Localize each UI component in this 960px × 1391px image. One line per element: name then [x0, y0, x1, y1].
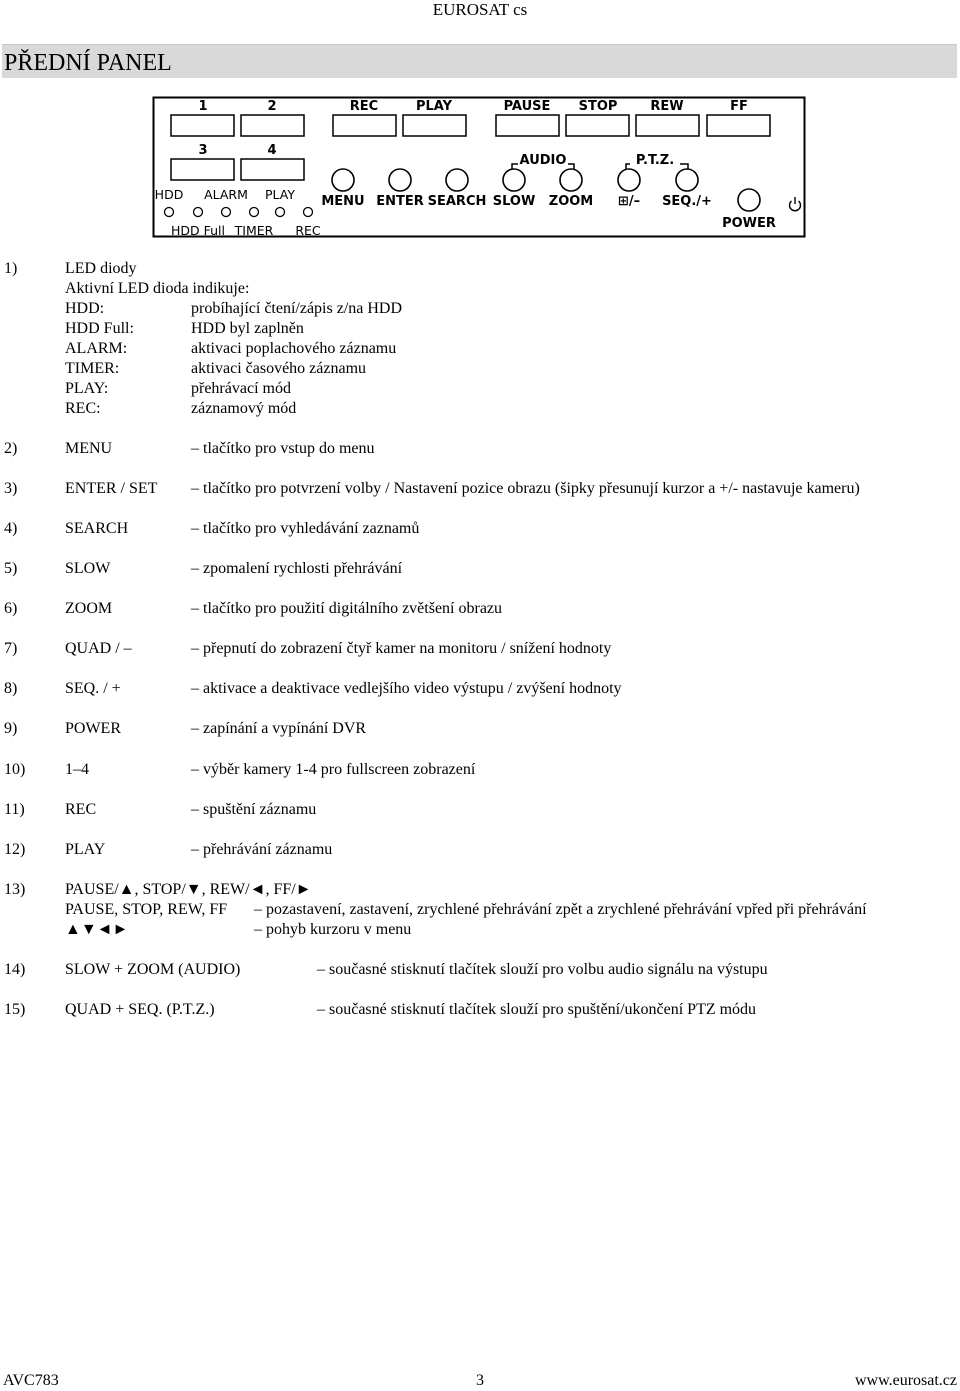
led-row-label: HDD Full: — [65, 320, 134, 337]
item-key: ENTER / SET — [65, 480, 158, 497]
item-desc: – aktivace a deaktivace vedlejšího video výstupu / zvýšení hodnoty — [191, 680, 622, 697]
label-btn-2: 2 — [267, 99, 277, 114]
item-key: MENU — [65, 440, 113, 457]
footer-left: AVC783 — [3, 1372, 59, 1389]
btn-zoom — [560, 169, 582, 191]
label-btn-rew: REW — [650, 99, 684, 114]
btn-seq — [676, 169, 698, 191]
item-num: 3) — [4, 480, 18, 497]
led-row-label: REC: — [65, 400, 101, 417]
item-num: 11) — [4, 801, 25, 818]
led-row-desc: probíhající čtení/zápis z/na HDD — [191, 300, 403, 317]
led-label-hdd-full: HDD Full — [171, 223, 225, 238]
label-seq: SEQ./+ — [662, 194, 712, 209]
led-row-desc: záznamový mód — [191, 400, 297, 417]
led-label-play: PLAY — [264, 187, 296, 202]
label-slow: SLOW — [492, 194, 536, 209]
item-desc: – výběr kamery 1-4 pro fullscreen zobrazení — [191, 761, 476, 778]
label-btn-ff: FF — [730, 99, 748, 114]
led-timer — [250, 208, 259, 217]
led-label-rec: REC — [295, 223, 321, 238]
btn-search — [446, 169, 468, 191]
item-desc: – tlačítko pro vyhledávání zaznamů — [191, 520, 420, 537]
led-row-label: PLAY: — [65, 380, 109, 397]
btn-power — [738, 189, 760, 211]
item-desc: – spuštění záznamu — [191, 801, 317, 818]
item-num: 8) — [4, 680, 18, 697]
item-desc: – přepnutí do zobrazení čtyř kamer na monitoru / snížení hodnoty — [191, 640, 612, 657]
led-row-desc: přehrávací mód — [191, 380, 291, 397]
led-play — [276, 208, 285, 217]
led-row-desc: aktivaci poplachového záznamu — [191, 340, 397, 357]
item-num: 10) — [4, 761, 26, 778]
item-num: 7) — [4, 640, 18, 657]
item-key: PAUSE/▲, STOP/▼, REW/◄, FF/► — [65, 881, 312, 898]
item-num: 2) — [4, 440, 18, 457]
item-num: 4) — [4, 520, 18, 537]
label-zoom: ZOOM — [548, 194, 594, 209]
label-enter: ENTER — [376, 194, 424, 209]
item-13-sub1-desc: – pozastavení, zastavení, zrychlené přehrávání zpět a zrychlené přehrávání vpřed při přehrávání — [254, 901, 867, 918]
led-hdd-full — [194, 208, 203, 217]
label-btn-pause: PAUSE — [503, 99, 551, 114]
item-desc: – tlačítko pro použití digitálního zvětšení obrazu — [191, 600, 503, 617]
led-label-alarm: ALARM — [204, 187, 248, 202]
item-desc: – tlačítko pro potvrzení volby / Nastavení pozice obrazu (šipky přesunují kurzor a +/- nastavuje kameru) — [191, 480, 860, 497]
led-row-desc: HDD byl zaplněn — [191, 320, 304, 337]
led-rec — [304, 208, 313, 217]
item-key: SLOW + ZOOM (AUDIO) — [65, 961, 241, 978]
label-btn-4: 4 — [267, 143, 277, 158]
section-header-bar — [2, 44, 957, 78]
item-key: REC — [65, 801, 97, 818]
item-num: 15) — [4, 1001, 26, 1018]
label-btn-stop: STOP — [578, 99, 618, 114]
item-13-sub2-key: ▲▼◄► — [65, 921, 129, 938]
item-13-sub2-desc: – pohyb kurzoru v menu — [254, 921, 412, 938]
item-num: 12) — [4, 841, 26, 858]
label-btn-3: 3 — [198, 143, 208, 158]
item-13-sub1-key: PAUSE, STOP, REW, FF — [65, 901, 228, 918]
led-label-timer: TIMER — [234, 223, 274, 238]
label-menu: MENU — [321, 194, 365, 209]
front-panel-diagram — [152, 96, 807, 240]
led-hdd — [165, 208, 174, 217]
item-num: 14) — [4, 961, 26, 978]
btn-menu — [332, 169, 354, 191]
item-num: 6) — [4, 600, 18, 617]
item-desc: – současné stisknutí tlačítek slouží pro volbu audio signálu na výstupu — [317, 961, 768, 978]
led-label-hdd: HDD — [154, 187, 184, 202]
label-search: SEARCH — [427, 194, 487, 209]
item-desc: – zpomalení rychlosti přehrávání — [191, 560, 403, 577]
label-btn-1: 1 — [198, 99, 208, 114]
label-quad: ⊞/– — [617, 194, 641, 209]
led-row-desc: aktivaci časového záznamu — [191, 360, 367, 377]
footer-website: www.eurosat.cz — [854, 1372, 957, 1389]
item-desc: – zapínání a vypínání DVR — [191, 720, 367, 737]
led-alarm — [222, 208, 231, 217]
label-btn-rec: REC — [349, 99, 379, 114]
item-key: PLAY — [65, 841, 106, 858]
led-row-label: HDD: — [65, 300, 105, 317]
btn-enter — [389, 169, 411, 191]
led-row-label: TIMER: — [65, 360, 120, 377]
item-1-intro: Aktivní LED dioda indikuje: — [65, 280, 250, 297]
item-key: POWER — [65, 720, 121, 737]
item-1-title: LED diody — [65, 260, 137, 277]
label-btn-play: PLAY — [415, 99, 453, 114]
group-audio-label: AUDIO — [519, 153, 567, 168]
item-key: QUAD / – — [65, 640, 132, 657]
item-num: 9) — [4, 720, 18, 737]
item-key: SLOW — [65, 560, 111, 577]
item-desc: – tlačítko pro vstup do menu — [191, 440, 375, 457]
item-num: 13) — [4, 881, 26, 898]
label-power: POWER — [722, 216, 776, 231]
item-key: ZOOM — [65, 600, 113, 617]
group-ptz-label: P.T.Z. — [635, 153, 675, 168]
item-1-num: 1) — [4, 260, 18, 277]
header-brand: EUROSAT cs — [432, 0, 528, 19]
item-desc: – přehrávání záznamu — [191, 841, 333, 858]
item-key: SEQ. / + — [65, 680, 121, 697]
btn-slow — [503, 169, 525, 191]
item-key: QUAD + SEQ. (P.T.Z.) — [65, 1001, 215, 1018]
section-title: PŘEDNÍ PANEL — [4, 50, 172, 76]
led-row-label: ALARM: — [65, 340, 128, 357]
item-desc: – současné stisknutí tlačítek slouží pro spuštění/ukončení PTZ módu — [317, 1001, 757, 1018]
btn-quad — [618, 169, 640, 191]
item-num: 5) — [4, 560, 18, 577]
footer-page-number: 3 — [476, 1372, 484, 1389]
item-key: 1–4 — [65, 761, 89, 778]
item-key: SEARCH — [65, 520, 129, 537]
